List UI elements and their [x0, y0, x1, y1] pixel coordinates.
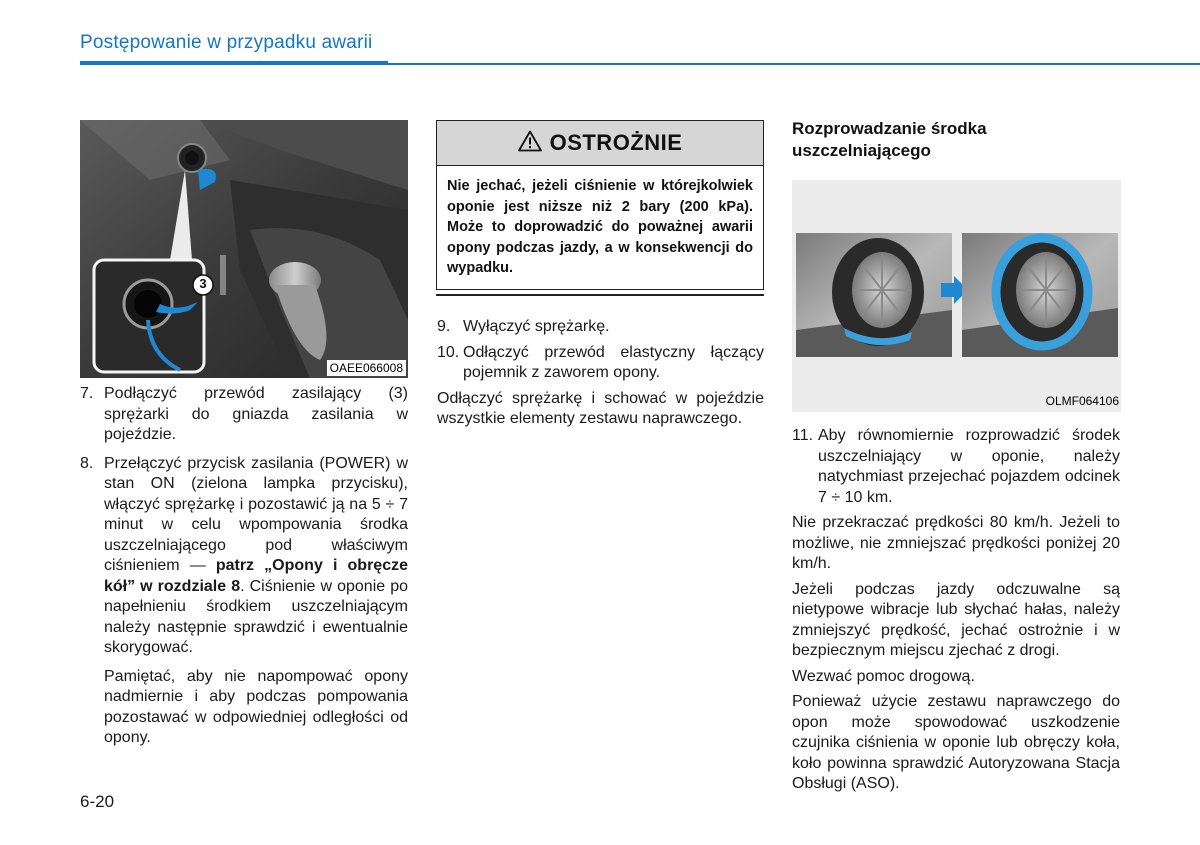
paragraph: Wezwać pomoc drogową. — [792, 667, 975, 685]
tire-sealant-illustration — [792, 180, 1121, 412]
step-number: 9. — [437, 318, 451, 335]
cross-reference: patrz „Opony i obręcze kół” w rozdziale 8 — [104, 557, 408, 595]
step-number: 8. — [80, 454, 94, 472]
step-11 — [792, 426, 1120, 508]
step-text-cont: . Ciśnienie w oponie po napełnieniu środkiem uszczelniającym należy następnie sprawdzić i ewentualnie skorygować. — [104, 577, 409, 656]
step-9 — [437, 317, 764, 338]
right-column — [792, 426, 1120, 795]
step-text: Podłączyć przewód zasilający (3) sprężarki do gniazda zasilania w pojeździe. — [104, 385, 408, 443]
note-paragraph: Pamiętać, aby nie napompować opony nadmiernie i aby podczas pompowania pozostawać w odpowiedniej odległości od opony. — [104, 667, 408, 746]
step-number: 7. — [80, 385, 94, 402]
caution-text: Nie jechać, jeżeli ciśnienie w którejkolwiek oponie jest niższe niż 2 bary (200 kPa). Może to doprowadzić do poważnej awarii opony podczas jazdy, a w konsekwencji do wypadku. — [447, 178, 753, 276]
warning-triangle-icon — [518, 130, 542, 157]
power-socket-illustration — [80, 120, 408, 378]
header-rule-thin — [388, 63, 1200, 65]
paragraph: Odłączyć sprężarkę i schować w pojeździe wszystkie elementy zestawu naprawczego. — [437, 389, 764, 427]
header-title: Postępowanie w przypadku awarii — [80, 32, 373, 53]
caution-header — [437, 121, 763, 166]
paragraph: Ponieważ użycie zestawu naprawczego do opon może spowodować uszkodzenie czujnika ciśnienia w oponie lub obręczy koła, koło powinna sprawdzić Autoryzowana Stacja Obsługi (ASO). — [792, 693, 1120, 792]
callout-number: 3 — [199, 276, 207, 291]
paragraph: Jeżeli podczas jazdy odczuwalne są nietypowe wibracje lub słychać hałas, należy zmniejszyć prędkość, jechać ostrożnie i w bezpiecznym miejscu zjechać z drogi. — [792, 580, 1120, 659]
step-text: Aby równomiernie rozprowadzić środek uszczelniający w oponie, należy natychmiast przejechać pojazdem odcinek 7 ÷ 10 km. — [818, 427, 1120, 506]
step-number: 11. — [792, 427, 814, 444]
header-rule — [80, 61, 388, 65]
figure-code: OLMF064106 — [1045, 394, 1119, 408]
caution-box — [436, 120, 764, 290]
caution-title: OSTROŻNIE — [549, 130, 683, 155]
left-column — [80, 384, 408, 749]
middle-column — [437, 317, 764, 430]
page-number: 6-20 — [80, 792, 115, 811]
figure-code: OAEE066008 — [327, 360, 406, 376]
figure-power-socket — [80, 120, 408, 378]
step-text: Odłączyć przewód elastyczny łączący pojemnik z zaworem opony. — [463, 343, 764, 381]
paragraph: Nie przekraczać prędkości 80 km/h. Jeżeli to możliwe, nie zmniejszać prędkości poniżej 20 km/h. — [792, 514, 1120, 572]
step-7 — [80, 384, 408, 446]
figure-tire-sealant — [792, 180, 1121, 412]
step-text: Wyłączyć sprężarkę. — [463, 318, 610, 335]
step-number: 10. — [437, 343, 460, 361]
section-heading: Rozprowadzanie środka uszczelniającego — [792, 119, 987, 160]
caution-divider — [436, 294, 764, 296]
step-10 — [437, 343, 764, 384]
step-8 — [80, 454, 408, 659]
step-text: Przełączyć przycisk zasilania (POWER) w stan ON (zielona lampka przycisku), włączyć sprężarkę i pozostawić ją na 5 ÷ 7 minut w celu wpompowania środka uszczelniającego pod właściwym ciśnieniem — — [104, 454, 408, 574]
